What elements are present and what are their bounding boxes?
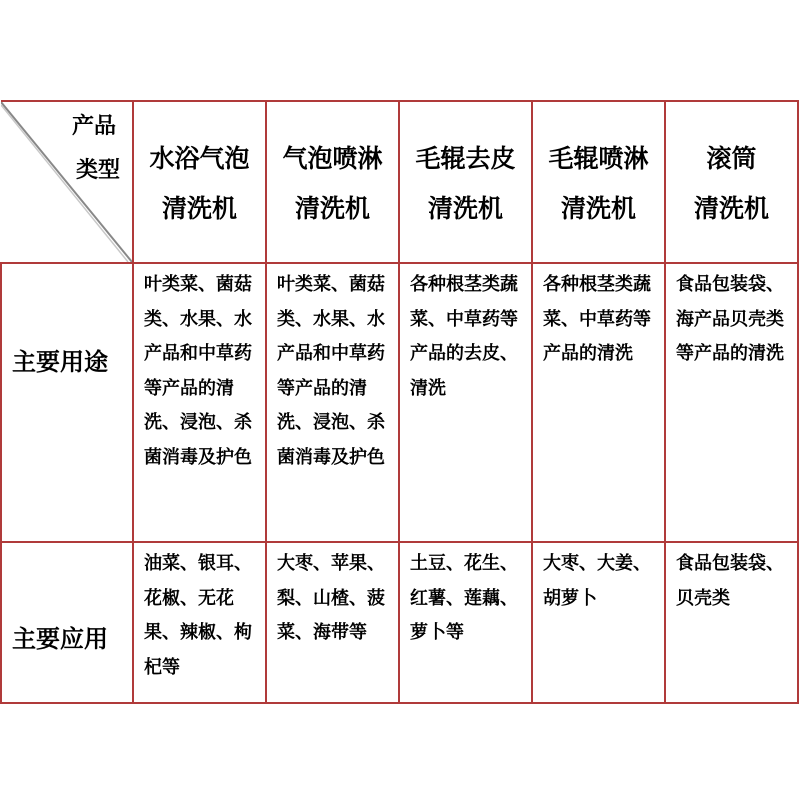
corner-type-label: 类型 (75, 158, 120, 183)
column-header (532, 101, 665, 263)
column-header (133, 101, 266, 263)
column-header-line1: 毛辊喷淋 (548, 144, 649, 173)
cell-text: 叶类菜、菌菇类、水果、水产品和中草药等产品的清洗、浸泡、杀菌消毒及护色 (144, 274, 252, 468)
cell-text: 各种根茎类蔬菜、中草药等产品的清洗 (543, 274, 651, 364)
row-header-main-use: 主要用途 (12, 348, 108, 376)
table-cell (532, 263, 665, 542)
cell-text: 油菜、银耳、花椒、无花果、辣椒、枸杞等 (144, 553, 252, 678)
column-header-line2: 清洗机 (560, 194, 636, 223)
table-cell (133, 542, 266, 703)
table-cell (266, 263, 399, 542)
table-cell (399, 542, 532, 703)
cell-text: 大枣、大姜、胡萝卜 (543, 553, 651, 609)
corner-header-cell (1, 101, 133, 263)
cell-text: 大枣、苹果、梨、山楂、菠菜、海带等 (277, 553, 385, 643)
table-cell (399, 263, 532, 542)
column-header-line2: 清洗机 (693, 194, 769, 223)
column-header-line2: 清洗机 (427, 194, 503, 223)
table-cell (665, 263, 798, 542)
table-cell (266, 542, 399, 703)
column-header-line1: 气泡喷淋 (282, 144, 383, 173)
cell-text: 食品包装袋、海产品贝壳类等产品的清洗 (676, 274, 784, 364)
column-header (399, 101, 532, 263)
table-cell (665, 542, 798, 703)
product-comparison-table (0, 100, 799, 704)
cell-text: 叶类菜、菌菇类、水果、水产品和中草药等产品的清洗、浸泡、杀菌消毒及护色 (277, 274, 385, 468)
column-header-line1: 水浴气泡 (149, 144, 250, 173)
table-cell (133, 263, 266, 542)
column-header-line1: 毛辊去皮 (415, 144, 516, 173)
column-header-line2: 清洗机 (161, 194, 237, 223)
header-row (1, 101, 798, 263)
table-row (1, 542, 798, 703)
product-comparison-table-wrapper (0, 100, 797, 702)
table-cell (532, 542, 665, 703)
column-header (266, 101, 399, 263)
column-header (665, 101, 798, 263)
row-header-cell (1, 263, 133, 542)
column-header-line2: 清洗机 (294, 194, 370, 223)
row-header-cell (1, 542, 133, 703)
column-header-line1: 滚筒 (706, 144, 757, 173)
cell-text: 各种根茎类蔬菜、中草药等产品的去皮、清洗 (410, 274, 518, 399)
cell-text: 食品包装袋、贝壳类 (676, 553, 784, 609)
cell-text: 土豆、花生、红薯、莲藕、萝卜等 (410, 553, 518, 643)
table-row (1, 263, 798, 542)
corner-product-label: 产品 (71, 114, 116, 139)
row-header-main-application: 主要应用 (12, 625, 108, 653)
